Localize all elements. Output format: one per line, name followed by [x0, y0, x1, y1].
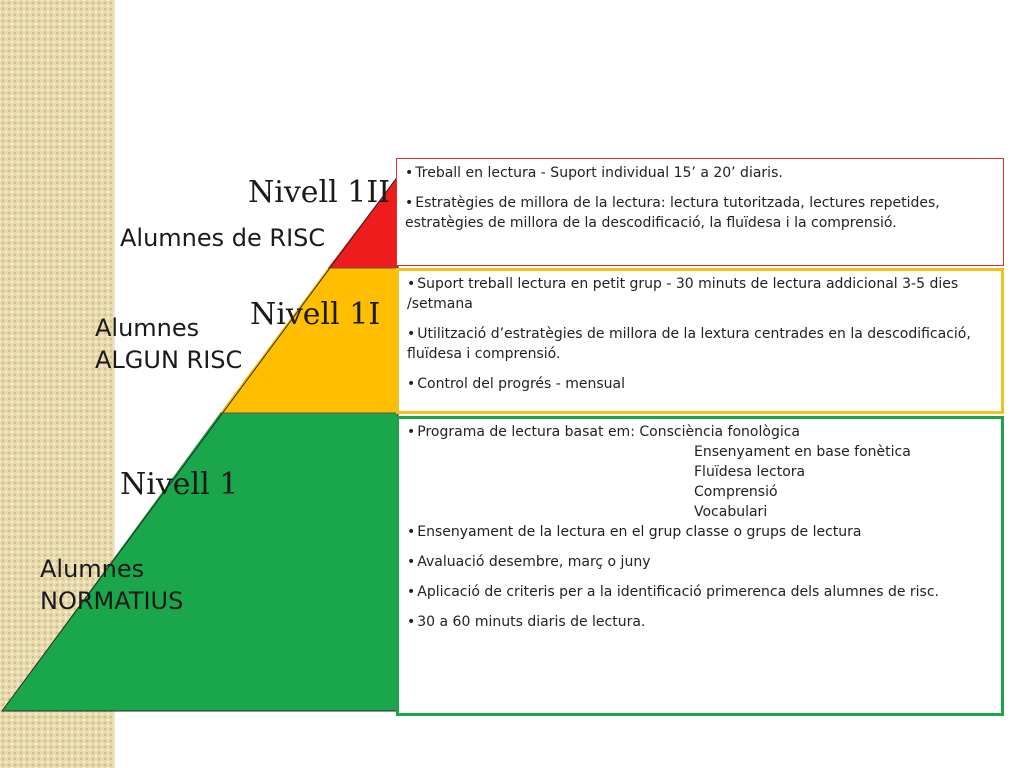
tier1-program-bullet: • Programa de lectura basat em: Consciència fonològica	[407, 424, 800, 440]
tier1-bullet: • 30 a 60 minuts diaris de lectura.	[407, 614, 646, 630]
tier2-description-box	[396, 268, 1004, 414]
tier1-program-lead: Programa de lectura basat em: Consciència fonològica	[417, 424, 800, 440]
tier2-group-line1: Alumnes	[95, 314, 200, 342]
tier1-description-box	[396, 416, 1004, 716]
tier3-title: Nivell 1II	[248, 175, 391, 210]
tier1-group-label	[40, 553, 183, 617]
tier3-group-label: Alumnes de RISC	[120, 224, 326, 252]
tier1-bullet-text: Avaluació desembre, març o juny	[417, 554, 651, 570]
tier1-group-line1: Alumnes	[40, 555, 145, 583]
tier1-program-item: Comprensió	[694, 484, 778, 500]
tier2-bullet-text: Utilització d’estratègies de millora de la lextura centrades en la descodificació, fluïdesa i comprensió.	[407, 326, 971, 362]
tier1-bullet-text: 30 a 60 minuts diaris de lectura.	[417, 614, 646, 630]
tier2-group-line2: ALGUN RISC	[95, 346, 243, 374]
tier2-bullet-text: Control del progrés - mensual	[417, 376, 626, 392]
tier3-bullet: • Estratègies de millora de la lectura: lectura tutoritzada, lectures repetides, estratègies de millora de la descodificació, la fluïdesa i la comprensió.	[405, 195, 940, 231]
tier2-bullet-text: Suport treball lectura en petit grup - 30 minuts de lectura addicional 3-5 dies /setmana	[407, 276, 959, 312]
pyramid-tier-2	[220, 268, 398, 413]
tier3-bullet: • Treball en lectura - Suport individual 15’ a 20’ diaris.	[405, 165, 783, 181]
tier1-program-item: Ensenyament en base fonètica	[694, 444, 911, 460]
tier1-bullet: • Aplicació de criteris per a la identificació primerenca dels alumnes de risc.	[407, 584, 939, 600]
tier2-group-label	[95, 312, 242, 376]
tier3-bullet-text: Estratègies de millora de la lectura: lectura tutoritzada, lectures repetides, estratègies de millora de la descodificació, la fluïdesa i la comprensió.	[405, 195, 940, 231]
tier1-bullet: • Ensenyament de la lectura en el grup classe o grups de lectura	[407, 524, 862, 540]
tier1-bullet-text: Aplicació de criteris per a la identificació primerenca dels alumnes de risc.	[417, 584, 939, 600]
tier2-bullet: • Control del progrés - mensual	[407, 376, 626, 392]
tier2-title: Nivell 1I	[250, 297, 381, 332]
tier1-bullet-text: Ensenyament de la lectura en el grup classe o grups de lectura	[417, 524, 862, 540]
tier2-bullet: • Utilització d’estratègies de millora de la lextura centrades en la descodificació, fluïdesa i comprensió.	[407, 326, 971, 362]
tier1-group-line2: NORMATIUS	[40, 587, 184, 615]
tier1-program-item: Vocabulari	[694, 504, 768, 520]
tier3-description-box	[396, 158, 1004, 266]
tier1-program-item: Fluïdesa lectora	[694, 464, 806, 480]
tier1-title: Nivell 1	[120, 467, 239, 502]
tier1-bullet: • Avaluació desembre, març o juny	[407, 554, 651, 570]
tier2-bullet: • Suport treball lectura en petit grup - 30 minuts de lectura addicional 3-5 dies /setmana	[407, 276, 959, 312]
tier3-bullet-text: Treball en lectura - Suport individual 15’ a 20’ diaris.	[415, 165, 783, 181]
